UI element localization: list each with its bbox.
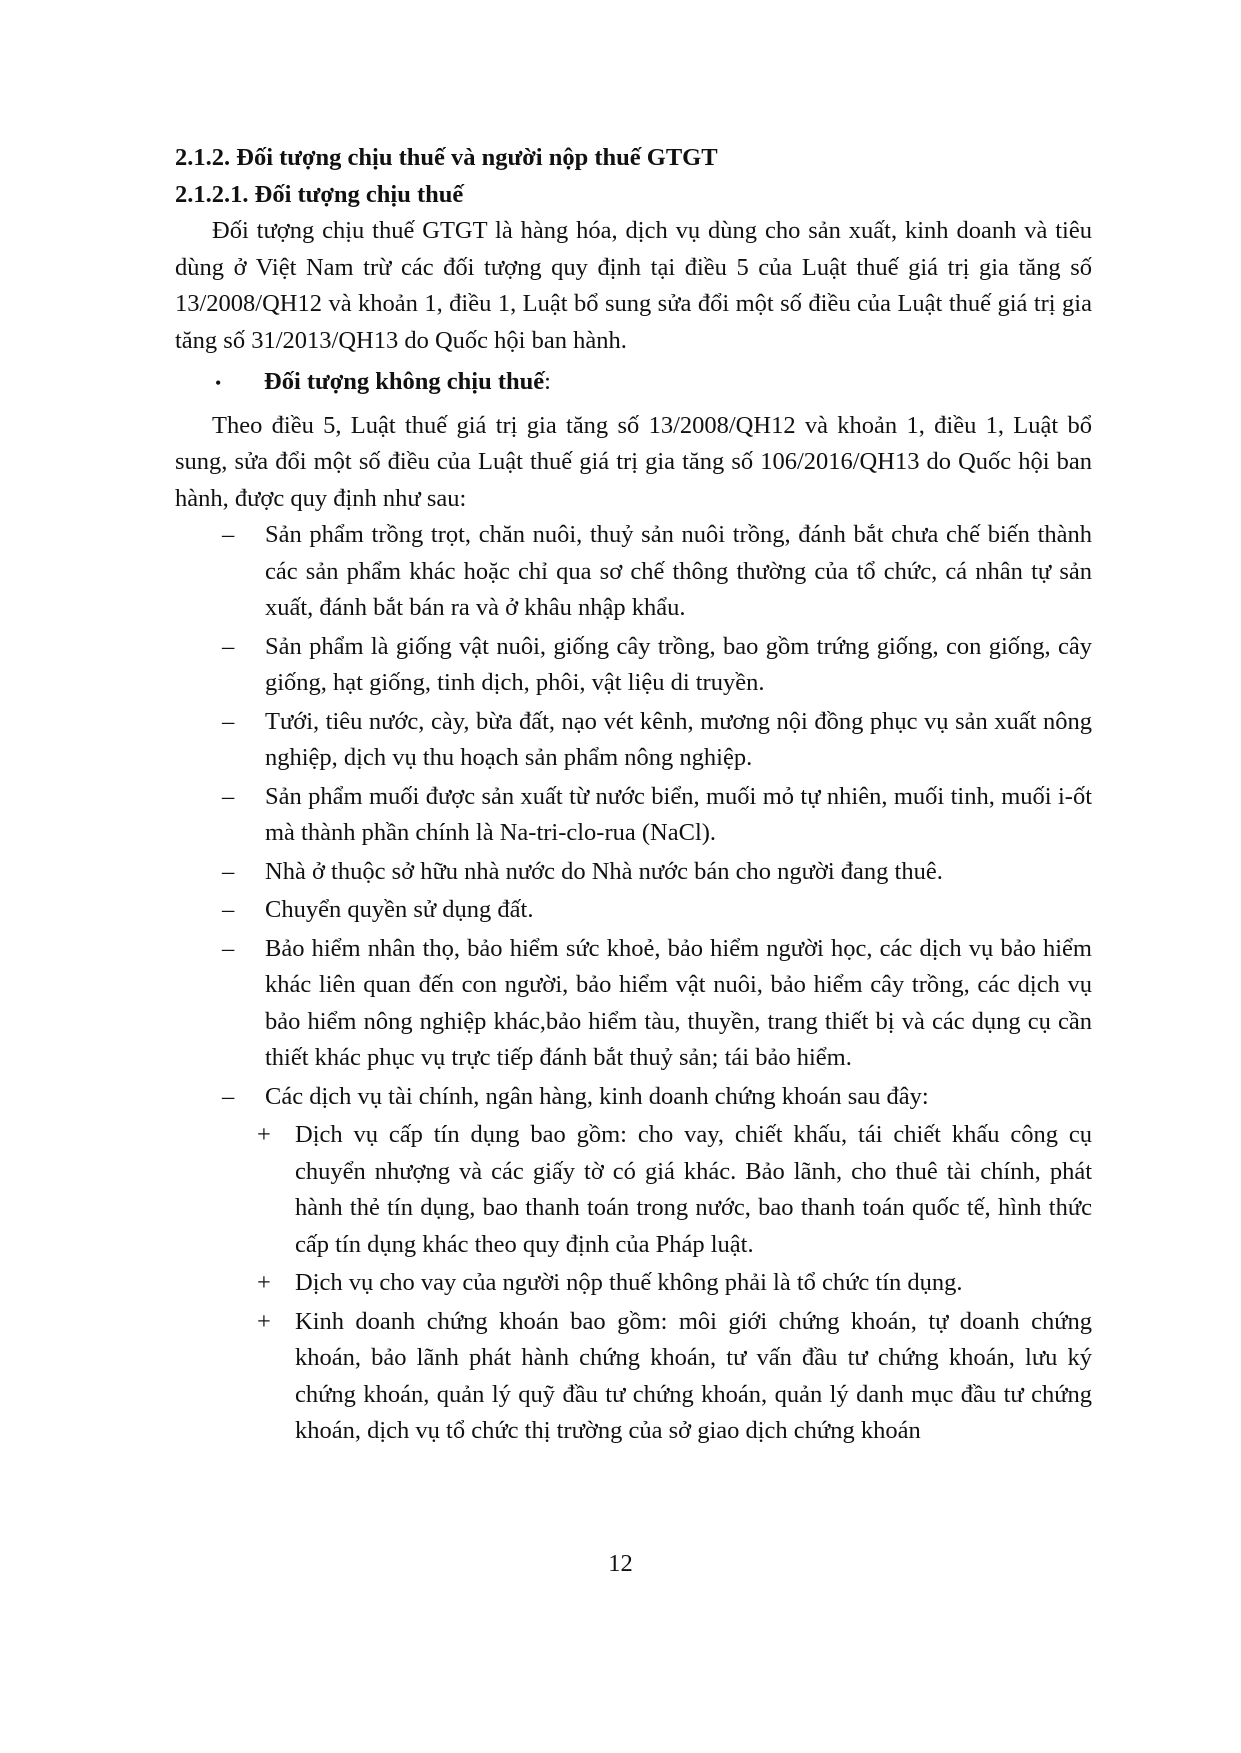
dash-marker: – [222,1082,235,1110]
sub-list-item [175,1265,1092,1302]
dash-marker: – [222,896,235,923]
sub-list-item-text: Kinh doanh chứng khoán bao gồm: môi giới chứng khoán, tự doanh chứng khoán, bảo lãnh phát hành chứng khoán, tư vấn đầu tư chứng khoán, lưu ký chứng khoán, quản lý quỹ đầu tư chứng khoán, quản lý danh mục đầu tư chứng khoán, dịch vụ tổ chức thị trường của sở giao dịch chứng khoán [295,1307,1092,1444]
list-item [175,629,1092,702]
list-item-text: Sản phẩm trồng trọt, chăn nuôi, thuỷ sản nuôi trồng, đánh bắt chưa chế biến thành các sản phẩm khác hoặc chỉ qua sơ chế thông thường của tổ chức, cá nhân tự sản xuất, đánh bắt bán ra và ở khâu nhập khẩu. [265,521,1092,621]
plus-marker: + [257,1121,271,1148]
list-item [175,1079,1092,1116]
list-item [175,854,1092,891]
sub-list-item [175,1304,1092,1450]
lead-paragraph: Theo điều 5, Luật thuế giá trị gia tăng số 13/2008/QH12 và khoản 1, điều 1, Luật bổ sung, sửa đổi một số điều của Luật thuế giá trị gia tăng số 106/2016/QH13 do Quốc hội ban hành, được quy định như sau: [175,411,1092,512]
bullet-suffix: : [544,368,551,395]
sub-list-item-text: Dịch vụ cho vay của người nộp thuế không phải là tổ chức tín dụng. [295,1269,963,1296]
document-page [175,140,1092,1452]
exempt-list [175,517,1092,1450]
list-item-text: Tưới, tiêu nước, cày, bừa đất, nạo vét kênh, mương nội đồng phục vụ sản xuất nông nghiệp, dịch vụ thu hoạch sản phẩm nông nghiệp. [265,707,1092,771]
dash-marker: – [222,632,235,660]
list-item-text: Bảo hiểm nhân thọ, bảo hiểm sức khoẻ, bảo hiểm người học, các dịch vụ bảo hiểm khác liên quan đến con người, bảo hiểm vật nuôi, bảo hiểm cây trồng, các dịch vụ bảo hiểm nông nghiệp khác,bảo hiểm tàu, thuyền, trang thiết bị và các dụng cụ cần thiết khác phục vụ trực tiếp đánh bắt thuỷ sản; tái bảo hiểm. [265,934,1092,1071]
list-item-text: Chuyển quyền sử dụng đất. [265,896,534,923]
list-item-text: Các dịch vụ tài chính, ngân hàng, kinh doanh chứng khoán sau đây: [265,1082,929,1110]
dash-marker: – [222,857,235,885]
list-item-text: Sản phẩm là giống vật nuôi, giống cây trồng, bao gồm trứng giống, con giống, cây giống, hạt giống, tinh dịch, phôi, vật liệu di truyền. [265,632,1092,696]
list-item [175,892,1092,929]
sub-list-item-text: Dịch vụ cấp tín dụng bao gồm: cho vay, chiết khấu, tái chiết khấu công cụ chuyển nhượng và các giấy tờ có giá khác. Bảo lãnh, cho thuê tài chính, phát hành thẻ tín dụng, bao thanh toán trong nước, bao thanh toán quốc tế, hình thức cấp tín dụng khác theo quy định của Pháp luật. [295,1121,1092,1258]
list-item [175,931,1092,1077]
dash-marker: – [222,934,235,962]
bullet-icon: • [215,373,222,393]
list-item [175,779,1092,852]
dash-marker: – [222,521,235,548]
plus-marker: + [257,1269,271,1296]
list-item-text: Sản phẩm muối được sản xuất từ nước biển, muối mỏ tự nhiên, muối tinh, muối i-ốt mà thành phần chính là Na-tri-clo-rua (NaCl). [265,782,1092,846]
subsection-heading: 2.1.2.1. Đối tượng chịu thuế [175,180,464,208]
list-item-text: Nhà ở thuộc sở hữu nhà nước do Nhà nước bán cho người đang thuê. [265,857,943,885]
plus-marker: + [257,1307,271,1335]
dash-marker: – [222,782,235,810]
dash-marker: – [222,707,235,735]
sub-list-item [175,1117,1092,1263]
list-item [175,517,1092,627]
intro-paragraph: Đối tượng chịu thuế GTGT là hàng hóa, dịch vụ dùng cho sản xuất, kinh doanh và tiêu dùng ở Việt Nam trừ các đối tượng quy định tại điều 5 của Luật thuế giá trị gia tăng số 13/2008/QH12 và khoản 1, điều 1, Luật bổ sung sửa đổi một số điều của Luật thuế giá trị gia tăng số 31/2013/QH13 do Quốc hội ban hành. [175,217,1092,354]
page-number: 12 [608,1550,633,1577]
list-item [175,704,1092,777]
section-heading: 2.1.2. Đối tượng chịu thuế và người nộp thuế GTGT [175,144,718,171]
bullet-label: Đối tượng không chịu thuế [264,368,545,395]
bullet-heading [175,364,1092,402]
